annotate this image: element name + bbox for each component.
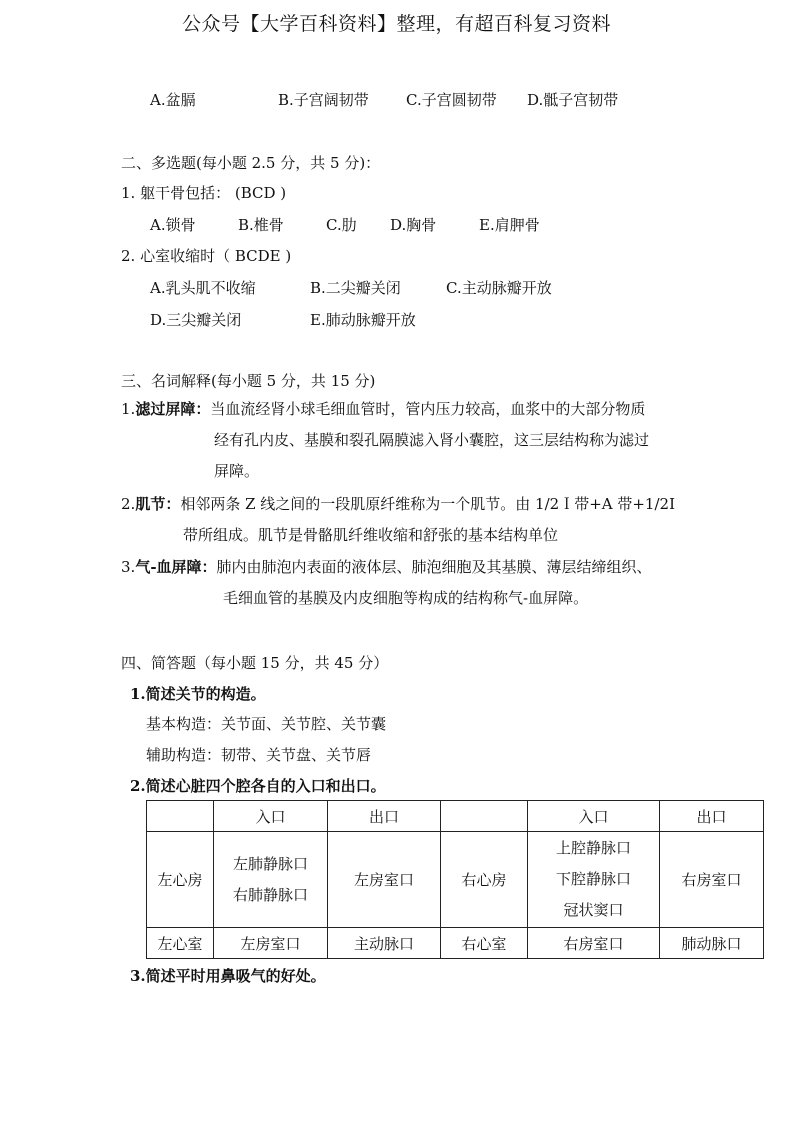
definition-item	[121, 394, 645, 425]
section-title-short-answer: 四、简答题（每小题 15 分，共 45 分）	[121, 654, 389, 672]
definition-line: 带所组成。肌节是骨骼肌纤维收缩和舒张的基本结构单位	[183, 526, 559, 544]
table-cell: 右房室口	[528, 928, 660, 959]
term: 滤过屏障：	[135, 400, 211, 418]
table-cell: 左房室口	[214, 928, 328, 959]
option-a: A.乳头肌不收缩	[150, 279, 256, 297]
definition-line: 屏障。	[214, 462, 260, 480]
table-cell: 主动脉口	[328, 928, 441, 959]
definition-line: 肺内由肺泡内表面的液体层、肺泡细胞及其基膜、薄层结缔组织、	[216, 558, 652, 576]
table-cell-line: 冠状窦口	[563, 901, 624, 919]
table-cell-line: 下腔静脉口	[555, 870, 631, 888]
table-cell: 右心室	[441, 928, 528, 959]
definition-item	[121, 552, 652, 583]
table-cell-line: 上腔静脉口	[555, 839, 631, 857]
answer-line: 基本构造：关节面、关节腔、关节囊	[146, 715, 387, 733]
table-row	[147, 832, 764, 928]
table-cell: 左房室口	[328, 832, 441, 928]
question-title: 1.简述关节的构造。	[130, 685, 266, 703]
option-d: D.胸骨	[390, 216, 437, 234]
table-header-cell: 入口	[528, 801, 660, 832]
table-cell: 肺动脉口	[660, 928, 764, 959]
term: 肌节：	[135, 495, 181, 513]
option-c: C.主动脉瓣开放	[446, 279, 552, 297]
option-e: E.肩胛骨	[479, 216, 540, 234]
definition-line: 毛细血管的基膜及内皮细胞等构成的结构称气-血屏障。	[223, 589, 589, 607]
table-cell	[214, 832, 328, 928]
option-c: C.子宫圆韧带	[406, 91, 497, 109]
table-cell-line: 左肺静脉口	[232, 854, 308, 873]
table-header-cell	[147, 801, 214, 832]
option-b: B.椎骨	[238, 216, 284, 234]
table-header-cell: 出口	[660, 801, 764, 832]
table-header-row	[147, 801, 764, 832]
answer-line: 辅助构造：韧带、关节盘、关节唇	[146, 746, 372, 764]
definition-item	[121, 489, 675, 520]
option-e: E.肺动脉瓣开放	[310, 311, 416, 329]
option-a: A.锁骨	[150, 216, 196, 234]
option-b: B.二尖瓣关闭	[310, 279, 401, 297]
table-header-cell	[441, 801, 528, 832]
heart-chambers-table	[146, 800, 764, 959]
definition-line: 当血流经肾小球毛细血管时，管内压力较高，血浆中的大部分物质	[210, 400, 646, 418]
option-d: D.三尖瓣关闭	[150, 311, 242, 329]
table-header-cell: 入口	[214, 801, 328, 832]
option-b: B.子宫阔韧带	[278, 91, 369, 109]
table-cell: 左心房	[147, 832, 214, 928]
question-title: 2.简述心脏四个腔各自的入口和出口。	[130, 777, 386, 795]
table-cell-line: 右肺静脉口	[232, 885, 308, 904]
table-cell	[528, 832, 660, 928]
table-cell: 左心室	[147, 928, 214, 959]
table-cell: 右心房	[441, 832, 528, 928]
option-a: A.盆膈	[150, 91, 196, 109]
option-d: D.骶子宫韧带	[527, 91, 619, 109]
section-title-definitions: 三、名词解释(每小题 5 分，共 15 分)	[121, 372, 376, 390]
section-title-multiple-choice: 二、多选题(每小题 2.5 分，共 5 分)：	[121, 154, 381, 172]
question-stem: 1. 躯干骨包括： (BCD )	[121, 184, 287, 202]
item-number: 2.	[121, 495, 136, 513]
definition-line: 相邻两条 Z 线之间的一段肌原纤维称为一个肌节。由 1/2Ｉ带+A 带+1/2I	[180, 495, 676, 513]
table-cell: 右房室口	[660, 832, 764, 928]
table-row	[147, 928, 764, 959]
table-header-cell: 出口	[328, 801, 441, 832]
question-title: 3.简述平时用鼻吸气的好处。	[130, 967, 326, 985]
term: 气-血屏障：	[135, 558, 217, 576]
option-c: C.肋	[326, 216, 357, 234]
page-header: 公众号【大学百科资料】整理，有超百科复习资料	[181, 13, 611, 35]
definition-line: 经有孔内皮、基膜和裂孔隔膜滤入肾小囊腔，这三层结构称为滤过	[214, 431, 650, 449]
question-stem: 2. 心室收缩时（ BCDE )	[121, 247, 292, 265]
item-number: 3.	[121, 558, 136, 576]
item-number: 1.	[121, 400, 136, 418]
